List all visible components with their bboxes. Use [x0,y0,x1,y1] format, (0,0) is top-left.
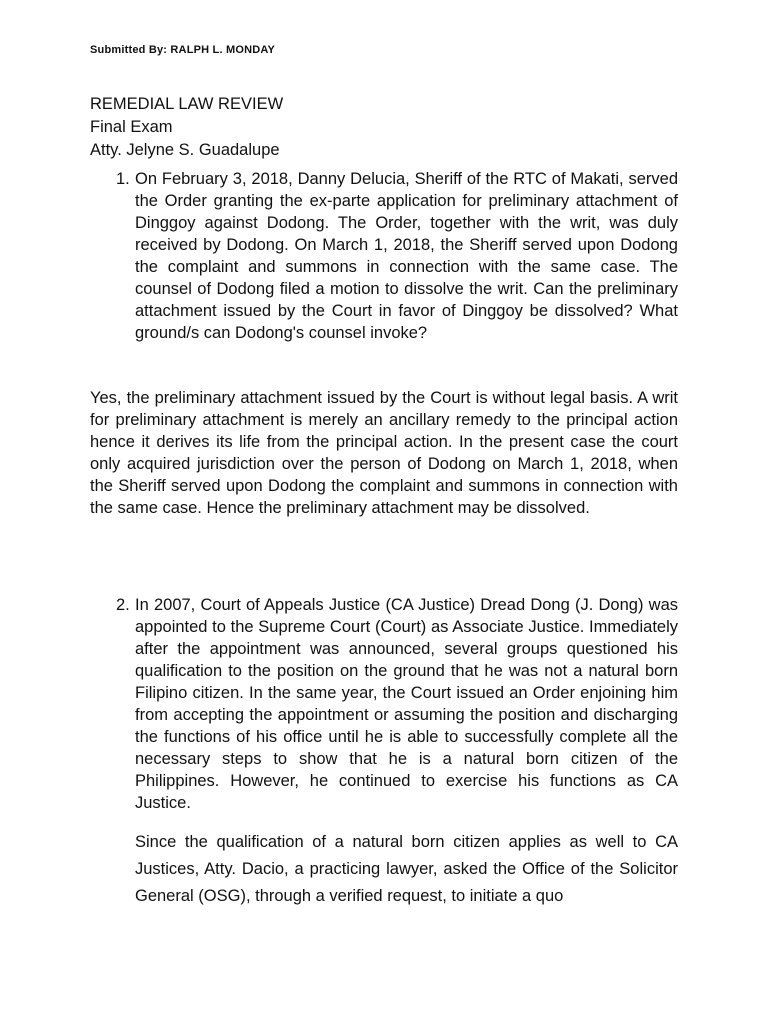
exam-title: Final Exam [90,118,173,136]
question-2-continuation: Since the qualification of a natural born citizen applies as well to CA Justices, Atty. Dacio, a practicing lawyer, asked the Office of the Solicitor General (OSG), through a verified request, to initiate a quo [135,833,678,905]
question-1 [90,168,678,344]
submitted-by-line: Submitted By: RALPH L. MONDAY [90,44,276,56]
question-text: On February 3, 2018, Danny Delucia, Sheriff of the RTC of Makati, served the Order granting the ex-parte application for preliminary attachment of Dinggoy against Dodong. The Order, together with the writ, was duly received by Dodong. On March 1, 2018, the Sheriff served upon Dodong the complaint and summons in connection with the same case. The counsel of Dodong filed a motion to dissolve the writ. Can the preliminary attachment issued by the Court in favor of Dinggoy be dissolved? What ground/s can Dodong's counsel invoke? [135,170,678,342]
question-number: 1. [116,170,130,188]
question-2 [90,594,678,814]
question-number: 2. [116,596,130,614]
answer-1: Yes, the preliminary attachment issued by the Court is without legal basis. A writ for preliminary attachment is merely an ancillary remedy to the principal action hence it derives its life from the principal action. In the present case the court only acquired jurisdiction over the person of Dodong on March 1, 2018, when the Sheriff served upon Dodong the complaint and summons in connection with the same case. Hence the preliminary attachment may be dissolved. [90,389,678,517]
question-text: In 2007, Court of Appeals Justice (CA Justice) Dread Dong (J. Dong) was appointed to the Supreme Court (Court) as Associate Justice. Immediately after the appointment was announced, several groups questioned his qualification to the position on the ground that he was not a natural born Filipino citizen. In the same year, the Court issued an Order enjoining him from accepting the appointment or assuming the position and discharging the functions of his office until he is able to successfully complete all the necessary steps to show that he is a natural born citizen of the Philippines. However, he continued to exercise his functions as CA Justice. [135,596,678,812]
document-heading [90,93,283,162]
instructor-name: Atty. Jelyne S. Guadalupe [90,141,280,159]
course-title: REMEDIAL LAW REVIEW [90,95,284,113]
